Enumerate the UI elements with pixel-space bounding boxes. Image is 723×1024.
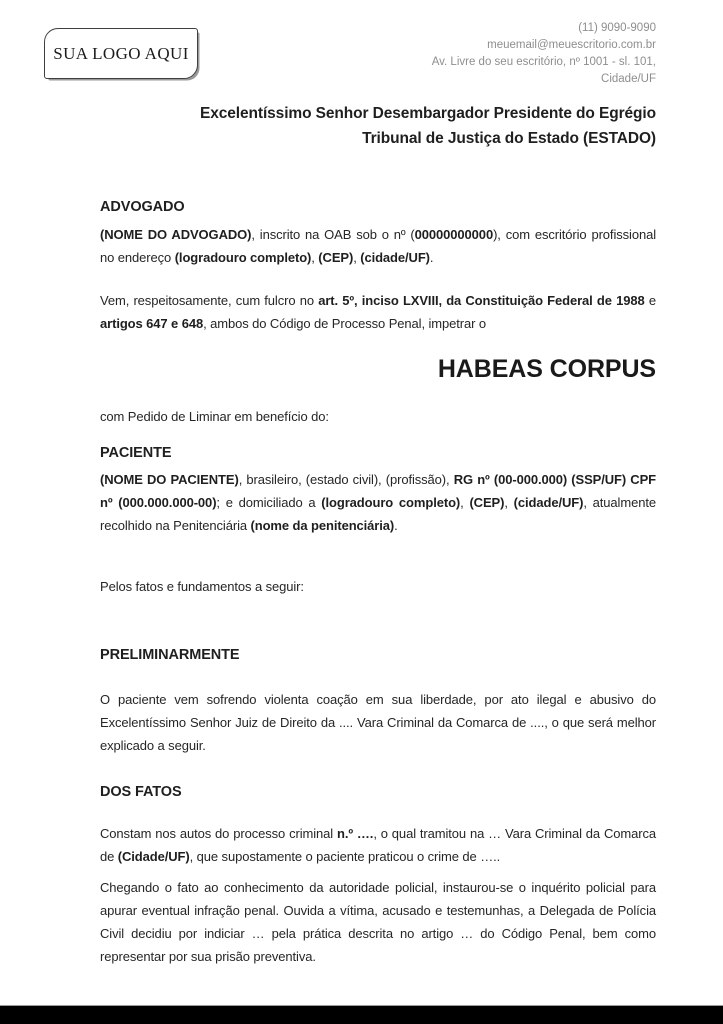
heading-preliminarmente: PRELIMINARMENTE (100, 647, 240, 663)
paragraph-advogado: (NOME DO ADVOGADO), inscrito na OAB sob o nº (00000000000), com escritório profissional no endereço (logradouro completo), (CEP), (cidade/UF). (100, 227, 656, 265)
contact-city: Cidade/UF (601, 73, 656, 85)
heading-paciente: PACIENTE (100, 445, 172, 461)
addressee-title-line-2: Tribunal de Justiça do Estado (ESTADO) (362, 130, 656, 147)
heading-advogado: ADVOGADO (100, 199, 185, 215)
contact-block (432, 20, 656, 88)
logo-text: SUA LOGO AQUI (53, 43, 189, 63)
logo-placeholder (44, 28, 198, 79)
habeas-corpus-title: HABEAS CORPUS (437, 355, 656, 383)
addressee-title-line-1: Excelentíssimo Senhor Desembargador Presidente do Egrégio (200, 105, 656, 122)
heading-dos-fatos: DOS FATOS (100, 784, 182, 800)
paragraph-dos-fatos-2: Chegando o fato ao conhecimento da autoridade policial, instaurou-se o inquérito policial para apurar eventual infração penal. Ouvida a vítima, acusado e testemunhas, a Delegada de Polícia Civil decidiu por indiciar … pela prática descrita no artigo … do Código Penal, bem como representar por sua prisão preventiva. (100, 880, 656, 964)
paragraph-pedido-liminar: com Pedido de Liminar em benefício do: (100, 409, 329, 424)
paragraph-fundamento: Vem, respeitosamente, cum fulcro no art. 5º, inciso LXVIII, da Constituição Federal de 1988 e artigos 647 e 648, ambos do Código de Processo Penal, impetrar o (100, 293, 656, 331)
paragraph-preliminarmente: O paciente vem sofrendo violenta coação em sua liberdade, por ato ilegal e abusivo do Excelentíssimo Senhor Juiz de Direito da .... Vara Criminal da Comarca de ...., o que será melhor explicado a seguir. (100, 692, 656, 753)
contact-phone: (11) 9090-9090 (578, 22, 656, 34)
paragraph-paciente: (NOME DO PACIENTE), brasileiro, (estado civil), (profissão), RG nº (00-000.000) (SSP/UF) CPF nº (000.000.000-00); e domiciliado a (logradouro completo), (CEP), (cidade/UF), atualmente recolhido na Penitenciária (nome da penitenciária). (100, 472, 656, 533)
paragraph-dos-fatos-1: Constam nos autos do processo criminal n.º …., o qual tramitou na … Vara Criminal da Comarca de (Cidade/UF), que supostamente o paciente praticou o crime de ….. (100, 826, 656, 864)
paragraph-pelos-fatos: Pelos fatos e fundamentos a seguir: (100, 579, 304, 594)
contact-email: meuemail@meuescritorio.com.br (487, 39, 656, 51)
contact-address: Av. Livre do seu escritório, nº 1001 - sl. 101, (431, 56, 656, 68)
addressee-title (100, 101, 656, 151)
viewer-bottom-strip (0, 1005, 723, 1024)
document-body (100, 101, 656, 968)
